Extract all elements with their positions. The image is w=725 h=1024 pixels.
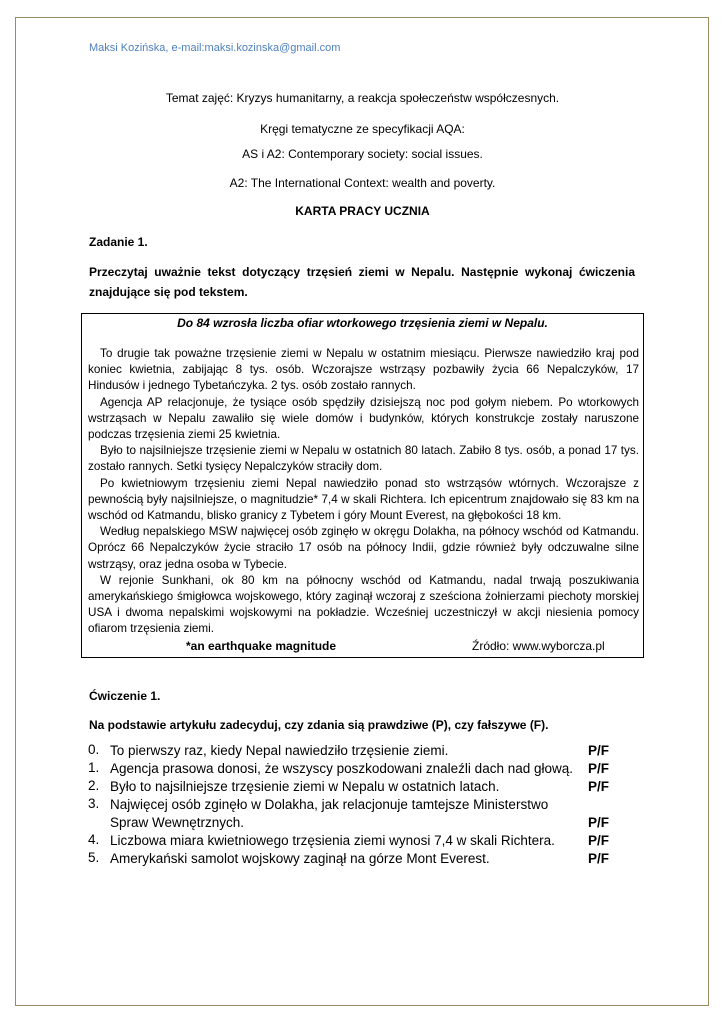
item-number: 2. [88, 778, 100, 793]
article-body [88, 346, 639, 638]
article-footnote: *an earthquake magnitude [186, 639, 337, 653]
list-item [88, 742, 628, 760]
item-statement: Liczbowa miara kwietniowego trzęsienia ziemi wynosi 7,4 w skali Richtera. [110, 833, 555, 848]
list-item [88, 760, 628, 778]
a2-line: A2: The International Context: wealth and poverty. [229, 176, 496, 190]
article-source: Źródło: www.wyborcza.pl [472, 639, 605, 653]
article-title: Do 84 wzrosła liczba ofiar wtorkowego trzęsienia ziemi w Nepalu. [177, 316, 548, 330]
item-number: 1. [88, 760, 100, 775]
article-paragraph: Agencja AP relacjonuje, że tysiące osób spędziły dzisiejszą noc pod gołym niebem. Po wtorkowych wstrząsach w Nepalu zawaliło się wiele domów i budynków, których konstrukcje zostały naruszone podczas trzęsienia ziemi 25 kwietnia. [88, 395, 639, 442]
article-paragraph: W rejonie Sunkhani, ok 80 km na północny wschód od Katmandu, nadal trwają poszukiwania amerykańskiego śmigłowca wojskowego, który zaginął wczoraj z sześciona żołnierzami piechoty morskiej USA i dwoma nepalskimi wojskowymi na pokładzie. Wcześniej uczestniczył w akcji niesienia pomocy ofiarom trzęsienia ziemi. [88, 573, 639, 636]
as-a2-line: AS i A2: Contemporary society: social issues. [242, 147, 483, 161]
true-false-choice[interactable]: P/F [588, 815, 610, 830]
article-box [81, 313, 644, 658]
item-number: 4. [88, 832, 100, 847]
item-number: 5. [88, 850, 100, 865]
true-false-choice[interactable]: P/F [588, 761, 610, 776]
item-number: 0. [88, 742, 100, 757]
list-item [88, 796, 628, 832]
item-statement: Najwięcej osób zginęło w Dolakha, jak relacjonuje tamtejsze Ministerstwo Spraw Wewnętrznych. [110, 797, 549, 830]
themes-line: Kręgi tematyczne ze specyfikacji AQA: [260, 122, 465, 136]
item-number: 3. [88, 796, 100, 811]
list-item [88, 832, 628, 850]
item-statement: To pierwszy raz, kiedy Nepal nawiedziło trzęsienie ziemi. [110, 743, 449, 758]
true-false-choice[interactable]: P/F [588, 779, 610, 794]
lesson-topic: Temat zajęć: Kryzys humanitarny, a reakcja społeczeństw współczesnych. [165, 91, 560, 105]
true-false-choice[interactable]: P/F [588, 851, 610, 866]
article-paragraph: Po kwietniowym trzęsieniu ziemi Nepal nawiedziło ponad sto wstrząsów wtórnych. Wczorajsze z pewnością były najsilniejsze, o magnitudzie* 7,4 w skali Richtera. Ich epicentrum znajdowało się 83 km na wschód od Katmandu, blisko granicy z Tybetem i góry Mount Everest, na głębokości 18 km. [88, 476, 639, 523]
item-statement: Było to najsilniejsze trzęsienie ziemi w Nepalu w ostatnich latach. [110, 779, 500, 794]
worksheet-title: KARTA PRACY UCZNIA [295, 204, 430, 218]
list-item [88, 778, 628, 796]
task1-heading: Zadanie 1. [89, 235, 148, 249]
true-false-choice[interactable]: P/F [588, 833, 610, 848]
exercise1-instruction: Na podstawie artykułu zadecyduj, czy zdania sią prawdziwe (P), czy fałszywe (F). [89, 718, 549, 732]
article-paragraph: Według nepalskiego MSW najwięcej osób zginęło w okręgu Dolakha, na północy wschód od Katmandu. Oprócz 66 Nepalczyków życie straciło 17 osób na północy Indii, gdzie również były odczuwalne silne wstrząsy, oraz jedna osoba w Tybecie. [88, 525, 639, 571]
exercise1-list [88, 742, 628, 868]
exercise1-heading: Ćwiczenie 1. [89, 689, 161, 703]
list-item [88, 850, 628, 868]
article-footer [88, 639, 639, 655]
item-statement: Agencja prasowa donosi, że wszyscy poszkodowani znaleźli dach nad głową. [110, 761, 574, 776]
true-false-choice[interactable]: P/F [588, 743, 610, 758]
task1-instruction: Przeczytaj uważnie tekst dotyczący trzęsień ziemi w Nepalu. Następnie wykonaj ćwiczenia znajdujące się pod tekstem. [89, 265, 635, 299]
author-email-header: Maksi Kozińska, e-mail:maksi.kozinska@gmail.com [89, 42, 341, 54]
item-statement: Amerykański samolot wojskowy zaginął na górze Mont Everest. [110, 851, 490, 866]
article-paragraph: To drugie tak poważne trzęsienie ziemi w Nepalu w ostatnim miesiącu. Pierwsze nawiedziło kraj pod koniec kwietnia, zabijając 8 tys. osób. Wczorajsze wstrząsy pozbawiły życia 66 Nepalczyków, 17 Hindusów i jednego Tybetańczyka. 2 tys. osób zostało rannych. [88, 347, 639, 393]
article-paragraph: Było to najsilniejsze trzęsienie ziemi w Nepalu w ostatnich 80 latach. Zabiło 8 tys. osób, a ponad 17 tys. zostało rannych. Setki tysięcy Nepalczyków straciły dom. [88, 444, 639, 474]
